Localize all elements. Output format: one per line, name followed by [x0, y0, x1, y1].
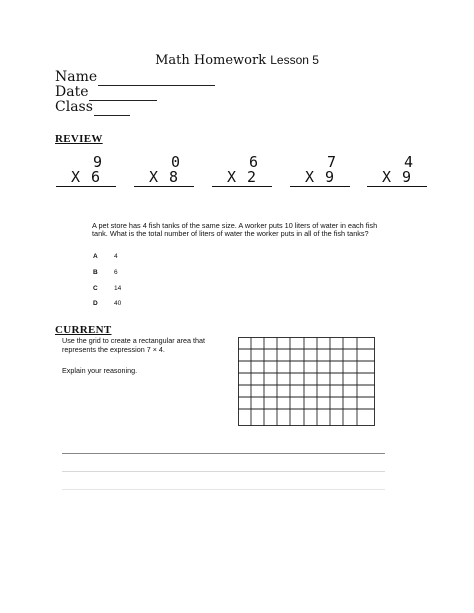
title-text: Math Homework — [155, 53, 267, 68]
worksheet-title — [0, 53, 474, 68]
date-label: Date — [55, 84, 89, 100]
problem-top-number: 0 — [170, 153, 180, 171]
problem-top-number: 9 — [92, 153, 102, 171]
choice-value: 6 — [114, 269, 118, 276]
problem-multiplier: X 9 — [290, 170, 350, 187]
answer-choice[interactable] — [93, 300, 121, 307]
instruction-line: Use the grid to create a rectangular area that — [62, 336, 206, 345]
answer-choice[interactable] — [93, 269, 118, 276]
instruction-line: represents the expression 7 × 4. — [62, 345, 165, 354]
problem-top-number: 7 — [326, 153, 336, 171]
class-label: Class — [55, 99, 93, 115]
review-heading: REVIEW — [55, 133, 103, 145]
review-problem — [56, 155, 116, 187]
problem-multiplier: X 6 — [56, 170, 116, 187]
problem-top-number: 4 — [403, 153, 413, 171]
answer-line[interactable] — [62, 489, 385, 490]
problem-multiplier: X 8 — [134, 170, 194, 187]
answer-line[interactable] — [62, 453, 385, 454]
area-grid[interactable] — [238, 337, 375, 426]
current-heading: CURRENT — [55, 324, 112, 336]
answer-choice[interactable] — [93, 285, 121, 292]
choice-letter: A — [93, 253, 98, 260]
choice-value: 14 — [114, 285, 122, 292]
review-problem — [134, 155, 194, 187]
problem-top-number: 6 — [248, 153, 258, 171]
choice-value: 40 — [114, 300, 122, 307]
word-problem: A pet store has 4 fish tanks of the same size. A worker puts 10 liters of water in each fish tank. What is the total number of liters of water the worker puts in all of the fish tanks? — [92, 221, 378, 238]
problem-multiplier: X 9 — [367, 170, 427, 187]
problem-multiplier: X 2 — [212, 170, 272, 187]
answer-choice[interactable] — [93, 253, 118, 260]
choice-letter: B — [93, 269, 98, 276]
review-problem — [212, 155, 272, 187]
lesson-label: Lesson 5 — [270, 53, 319, 67]
choice-value: 4 — [114, 253, 118, 260]
choice-letter: C — [93, 285, 98, 292]
answer-line[interactable] — [62, 471, 385, 472]
grid-instructions — [62, 336, 234, 354]
class-field — [55, 99, 130, 116]
review-problem — [367, 155, 427, 187]
review-problem — [290, 155, 350, 187]
class-blank[interactable] — [94, 102, 130, 116]
choice-letter: D — [93, 300, 98, 307]
name-label: Name — [55, 69, 98, 85]
explain-prompt: Explain your reasoning. — [62, 366, 138, 375]
